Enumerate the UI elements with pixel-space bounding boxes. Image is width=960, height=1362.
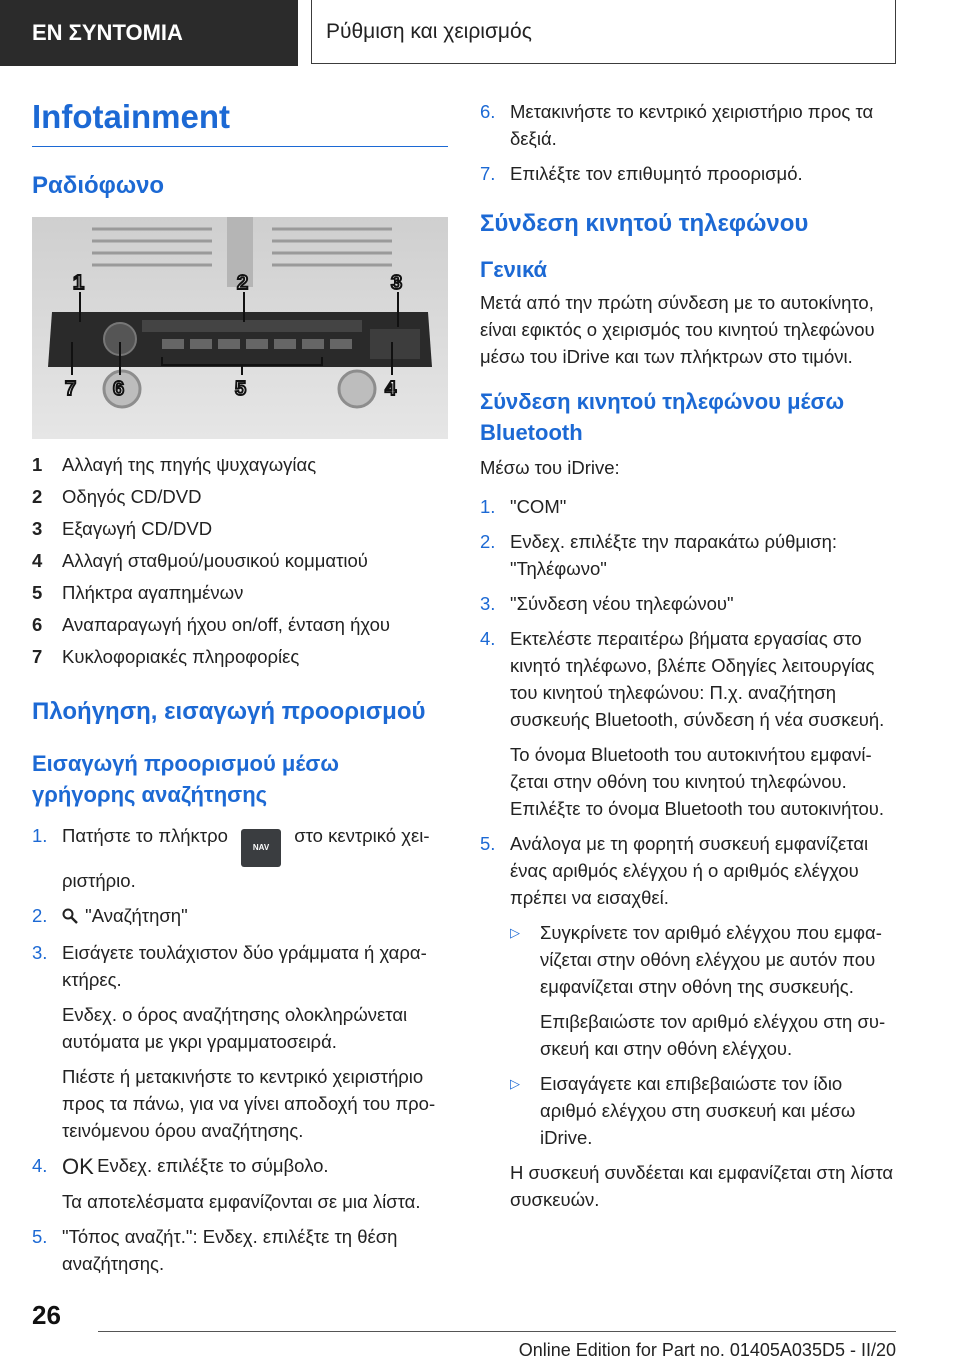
bluetooth-heading: Σύνδεση κινητού τηλεφώνου μέσω Bluetooth	[480, 389, 845, 445]
step-text: Ανάλογα με τη φορητή συσκευή εμφανίζεται ένας αριθμός ελέγχου ή ο αριθμός ελέγχου πρέπει να εισαχθεί.	[510, 833, 869, 908]
step-text: "COM"	[510, 496, 567, 517]
list-item	[480, 493, 900, 520]
callout-2: 2	[237, 272, 249, 294]
topic-tab: Ρύθμιση και χειρισμός	[311, 0, 896, 64]
legend-text: Αναπαραγωγή ήχου on/off, ένταση ήχου	[62, 614, 391, 635]
list-item	[480, 590, 900, 617]
legend-num: 6	[32, 614, 43, 635]
step-number: 4.	[32, 1154, 48, 1176]
footer-divider	[98, 1331, 896, 1332]
list-item	[32, 822, 448, 894]
legend-item	[32, 481, 448, 513]
right-column	[480, 98, 900, 1221]
step-number: 5.	[480, 833, 496, 854]
step-text: Ενδεχ. επιλέξτε το σύμβολο.	[97, 1154, 329, 1176]
step-text: Εκτελέστε περαιτέρω βήματα εργασίας στο κινητό τηλέφωνο, βλέπε Οδηγίες λειτουργίας του κινητού τηλεφώνου: Π.χ. αναζήτηση συσκευής Bluetooth, σύνδεση ή νέα συσκευή.	[510, 628, 885, 730]
legend-item	[32, 513, 448, 545]
magnifier-icon	[62, 904, 80, 931]
legend-text: Οδηγός CD/DVD	[62, 486, 202, 507]
radio-panel-illustration	[32, 217, 448, 439]
triangle-bullet-icon: ▷	[510, 925, 520, 940]
step-number: 5.	[32, 1226, 48, 1248]
bullet-item	[510, 1070, 900, 1151]
callout-1: 1	[73, 272, 85, 294]
step-text: Μετακινήστε το κεντρικό χειριστήριο προς τα δεξιά.	[510, 101, 874, 149]
legend-text: Πλήκτρα αγαπημένων	[62, 582, 244, 603]
step-note: Πιέστε ή μετακινήστε το κεντρικό χειριστήριο προς τα πάνω, για να γίνει αποδοχή του προτεινόμενου όρου αναζήτησης.	[62, 1065, 436, 1141]
bullet-note: Επιβεβαιώστε τον αριθμό ελέγχου στη συσκευή και στην οθόνη ελέγχου.	[540, 1011, 886, 1059]
list-item	[32, 1223, 448, 1277]
legend-num: 5	[32, 582, 43, 603]
legend-text: Αλλαγή της πηγής ψυχαγωγίας	[62, 454, 317, 475]
bullet-text: Συγκρίνετε τον αριθμό ελέγχου που εμφανίζεται στην οθόνη ελέγχου με αυτόν που εμφανίζεται στην οθόνη της συσκευής.	[540, 922, 882, 997]
step-text: "Αναζήτηση"	[85, 905, 188, 926]
phone-heading: Σύνδεση κινητού τηλεφώνου	[480, 210, 809, 237]
step-number: 3.	[32, 941, 48, 963]
list-item	[480, 98, 900, 152]
step-number: 1.	[480, 496, 496, 517]
quick-search-heading: Εισαγωγή προορισμού μέσω γρήγορης αναζήτησης	[32, 751, 339, 807]
callout-4: 4	[385, 378, 397, 400]
step-text: "Τόπος αναζήτ.": Ενδεχ. επιλέξτε τη θέση αναζήτησης.	[62, 1226, 398, 1275]
nav-button-icon: NAV	[241, 829, 281, 867]
step-number: 2.	[480, 531, 496, 552]
step-text: Επιλέξτε τον επιθυμητό προορισμό.	[510, 163, 803, 184]
bluetooth-intro: Μέσω του iDrive:	[480, 457, 620, 478]
legend-num: 3	[32, 518, 43, 539]
navigation-heading: Πλοήγηση, εισαγωγή προορισμού	[32, 698, 426, 725]
callout-7: 7	[65, 378, 77, 400]
page-number: 26	[32, 1300, 61, 1330]
footer-edition: Online Edition for Part no. 01405A035D5 - II/20	[518, 1340, 896, 1360]
step-note: Τα αποτελέσματα εμφανίζονται σε μια λίστα.	[62, 1191, 421, 1213]
radio-heading: Ραδιόφωνο	[32, 172, 165, 199]
callout-6: 6	[113, 378, 125, 400]
step-note: Η συσκευή συνδέεται και εμφανίζεται στη λίστα συσκευών.	[510, 1162, 894, 1210]
page-title: Infotainment	[32, 98, 448, 147]
general-text: Μετά από την πρώτη σύνδεση με το αυτοκίνητο, είναι εφικτός ο χειρισμός του κινητού τηλεφώνου μέσω του iDrive και των πλήκτρων στο τιμόνι.	[480, 292, 875, 367]
list-item	[480, 528, 900, 582]
step-number: 3.	[480, 593, 496, 614]
bullet-text: Εισαγάγετε και επιβεβαιώστε τον ίδιο αριθμό ελέγχου στη συσκευή και μέσω iDrive.	[540, 1073, 856, 1148]
list-item	[480, 160, 900, 187]
legend-text: Κυκλοφοριακές πληροφορίες	[62, 646, 300, 667]
step-text: Εισάγετε τουλάχιστον δύο γράμματα ή χαρακτήρες.	[62, 941, 427, 990]
step-text: Ενδεχ. επιλέξτε την παρακάτω ρύθμιση: "Τηλέφωνο"	[510, 531, 838, 579]
bullet-item	[510, 919, 900, 1062]
callout-3: 3	[391, 272, 403, 294]
step-text: στο κεντρικό χειριστήριο.	[62, 825, 430, 891]
search-steps-continued	[480, 98, 900, 187]
step-number: 1.	[32, 825, 48, 846]
general-heading: Γενικά	[480, 257, 548, 282]
left-column	[32, 98, 448, 202]
step-note: Ενδεχ. ο όρος αναζήτησης ολοκληρώνεται αυτόματα με γκρι γραμματοσειρά.	[62, 1003, 408, 1052]
callout-5: 5	[235, 378, 247, 400]
step-number: 2.	[32, 905, 48, 926]
section-tab: ΕΝ ΣΥΝΤΟΜΙΑ	[0, 0, 298, 66]
legend-item	[32, 545, 448, 577]
triangle-bullet-icon: ▷	[510, 1076, 520, 1091]
list-item	[480, 830, 900, 1213]
step-number: 7.	[480, 163, 496, 184]
list-item	[32, 1152, 448, 1216]
list-item	[32, 902, 448, 931]
legend-item	[32, 577, 448, 609]
legend-item	[32, 609, 448, 641]
step-number: 4.	[480, 628, 496, 649]
legend-num: 7	[32, 646, 43, 667]
legend-num: 2	[32, 486, 43, 507]
legend-item	[32, 641, 448, 673]
step-number: 6.	[480, 101, 496, 122]
list-item	[32, 939, 448, 1144]
legend-num: 1	[32, 454, 43, 475]
step-note: Το όνομα Bluetooth του αυτοκινήτου εμφανίζεται στην οθόνη του κινητού τηλεφώνου. Επιλέξτε το όνομα Bluetooth του αυτοκινήτου.	[510, 744, 885, 819]
step-text: "Σύνδεση νέου τηλεφώνου"	[510, 593, 734, 614]
ok-icon: OK	[62, 1154, 94, 1180]
radio-legend	[32, 449, 448, 1285]
bluetooth-steps	[480, 493, 900, 1213]
list-item	[480, 625, 900, 822]
search-steps	[32, 822, 448, 1277]
legend-text: Αλλαγή σταθμού/μουσικού κομματιού	[62, 550, 368, 571]
step-text: Πατήστε το πλήκτρο	[62, 825, 228, 846]
legend-item	[32, 449, 448, 481]
legend-num: 4	[32, 550, 43, 571]
legend-text: Εξαγωγή CD/DVD	[62, 518, 213, 539]
